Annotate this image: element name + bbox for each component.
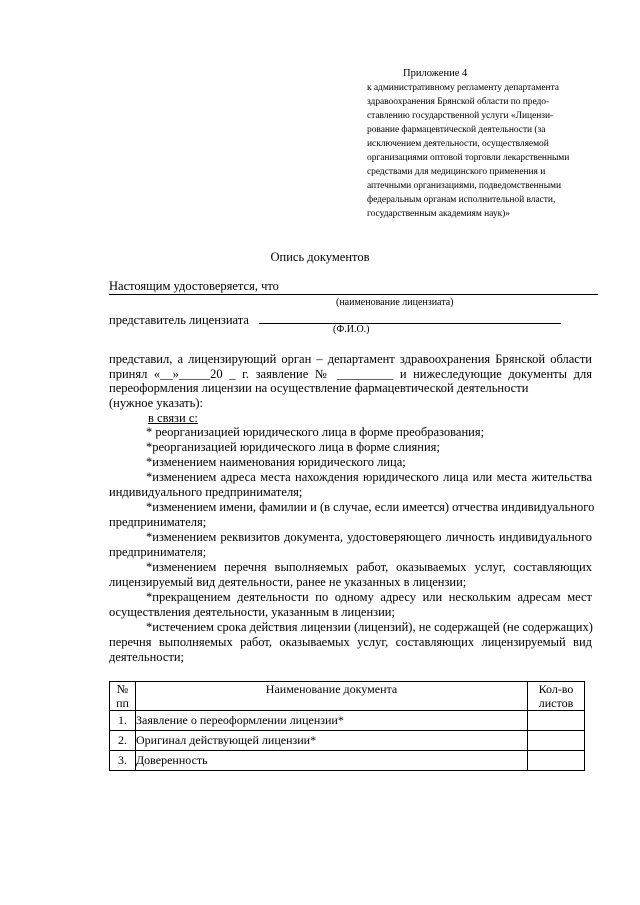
licensee-caption: (наименование лицензиата) xyxy=(336,297,454,308)
reason-item: *истечением срока действия лицензии (лицензий), не содержащей (не содержащих) xyxy=(146,620,593,634)
body-line: переоформления лицензии на осуществление фармацевтической деятельности xyxy=(109,381,529,395)
header-num: № пп xyxy=(110,682,136,711)
row-name: Доверенность xyxy=(136,751,528,771)
row-count-cell[interactable] xyxy=(528,731,585,751)
appendix-line: здравоохранения Брянской области по предо- xyxy=(367,97,550,107)
appendix-line: государственным академиям наук)» xyxy=(367,209,510,219)
specify-note: (нужное указать): xyxy=(109,396,203,410)
in-connection-text: в связи с: xyxy=(148,411,198,425)
representative-fio-line[interactable] xyxy=(259,323,561,324)
reason-item: *реорганизацией юридического лица в форме слияния; xyxy=(146,440,440,454)
documents-table xyxy=(109,681,585,771)
reason-item-cont: осуществления деятельности, указанным в лицензии; xyxy=(109,605,395,619)
table-row xyxy=(110,711,585,731)
appendix-line: аптечными организациями, подведомственными xyxy=(367,181,562,191)
appendix-line: рование фармацевтической деятельности (за xyxy=(367,125,546,135)
appendix-line: организациями оптовой торговли лекарственными xyxy=(367,153,570,163)
reason-item: *изменением реквизитов документа, удостоверяющего личность индивидуального xyxy=(146,530,592,544)
header-name: Наименование документа xyxy=(136,682,528,711)
representative-label: представитель лицензиата xyxy=(109,313,249,327)
body-line: принял «__»_____20 _ г. заявление № _________ и нижеследующие документы для xyxy=(109,367,592,381)
document-title: Опись документов xyxy=(270,250,370,264)
reason-item-cont: предпринимателя; xyxy=(109,515,207,529)
reason-item: *изменением имени, фамилии и (в случае, если имеется) отчества индивидуального xyxy=(146,500,595,514)
fio-caption: (Ф.И.О.) xyxy=(333,324,370,335)
reason-item: * реорганизацией юридического лица в форме преобразования; xyxy=(146,425,485,439)
appendix-line: исключением деятельности, осуществляемой xyxy=(367,139,549,149)
appendix-line: к административному регламенту департамента xyxy=(367,83,559,93)
header-count: Кол-во листов xyxy=(528,682,585,711)
appendix-line: федеральным органам исполнительной власти, xyxy=(367,195,556,205)
licensee-name-line[interactable] xyxy=(109,294,598,295)
certify-label: Настоящим удостоверяется, что xyxy=(109,279,279,293)
body-line: представил, а лицензирующий орган – департамент здравоохранения Брянской области xyxy=(109,352,592,366)
row-count-cell[interactable] xyxy=(528,751,585,771)
table-header-row xyxy=(110,682,585,711)
appendix-line: ставлению государственной услуги «Лицензи- xyxy=(367,111,554,121)
table-row xyxy=(110,751,585,771)
reason-item-cont: деятельности; xyxy=(109,650,185,664)
appendix-title: Приложение 4 xyxy=(403,68,468,79)
row-num: 1. xyxy=(110,711,136,731)
row-num: 3. xyxy=(110,751,136,771)
row-name: Оригинал действующей лицензии* xyxy=(136,731,528,751)
appendix-line: средствами для медицинского применения и xyxy=(367,167,546,177)
reason-item-cont: предпринимателя; xyxy=(109,545,207,559)
reason-item-cont: перечня выполняемых работ, оказываемых услуг, составляющих лицензируемый вид xyxy=(109,635,592,649)
reason-item-cont: индивидуального предпринимателя; xyxy=(109,485,303,499)
row-count-cell[interactable] xyxy=(528,711,585,731)
reason-item: *изменением наименования юридического лица; xyxy=(146,455,406,469)
in-connection-label xyxy=(148,411,198,426)
table-row xyxy=(110,731,585,751)
reason-item: *изменением адреса места нахождения юридического лица или места жительства xyxy=(146,470,592,484)
reason-item: *изменением перечня выполняемых работ, оказываемых услуг, составляющих xyxy=(146,560,592,574)
reason-item-cont: лицензируемый вид деятельности, ранее не указанных в лицензии; xyxy=(109,575,467,589)
row-num: 2. xyxy=(110,731,136,751)
row-name: Заявление о переоформлении лицензии* xyxy=(136,711,528,731)
reason-item: *прекращением деятельности по одному адресу или нескольким адресам мест xyxy=(146,590,592,604)
